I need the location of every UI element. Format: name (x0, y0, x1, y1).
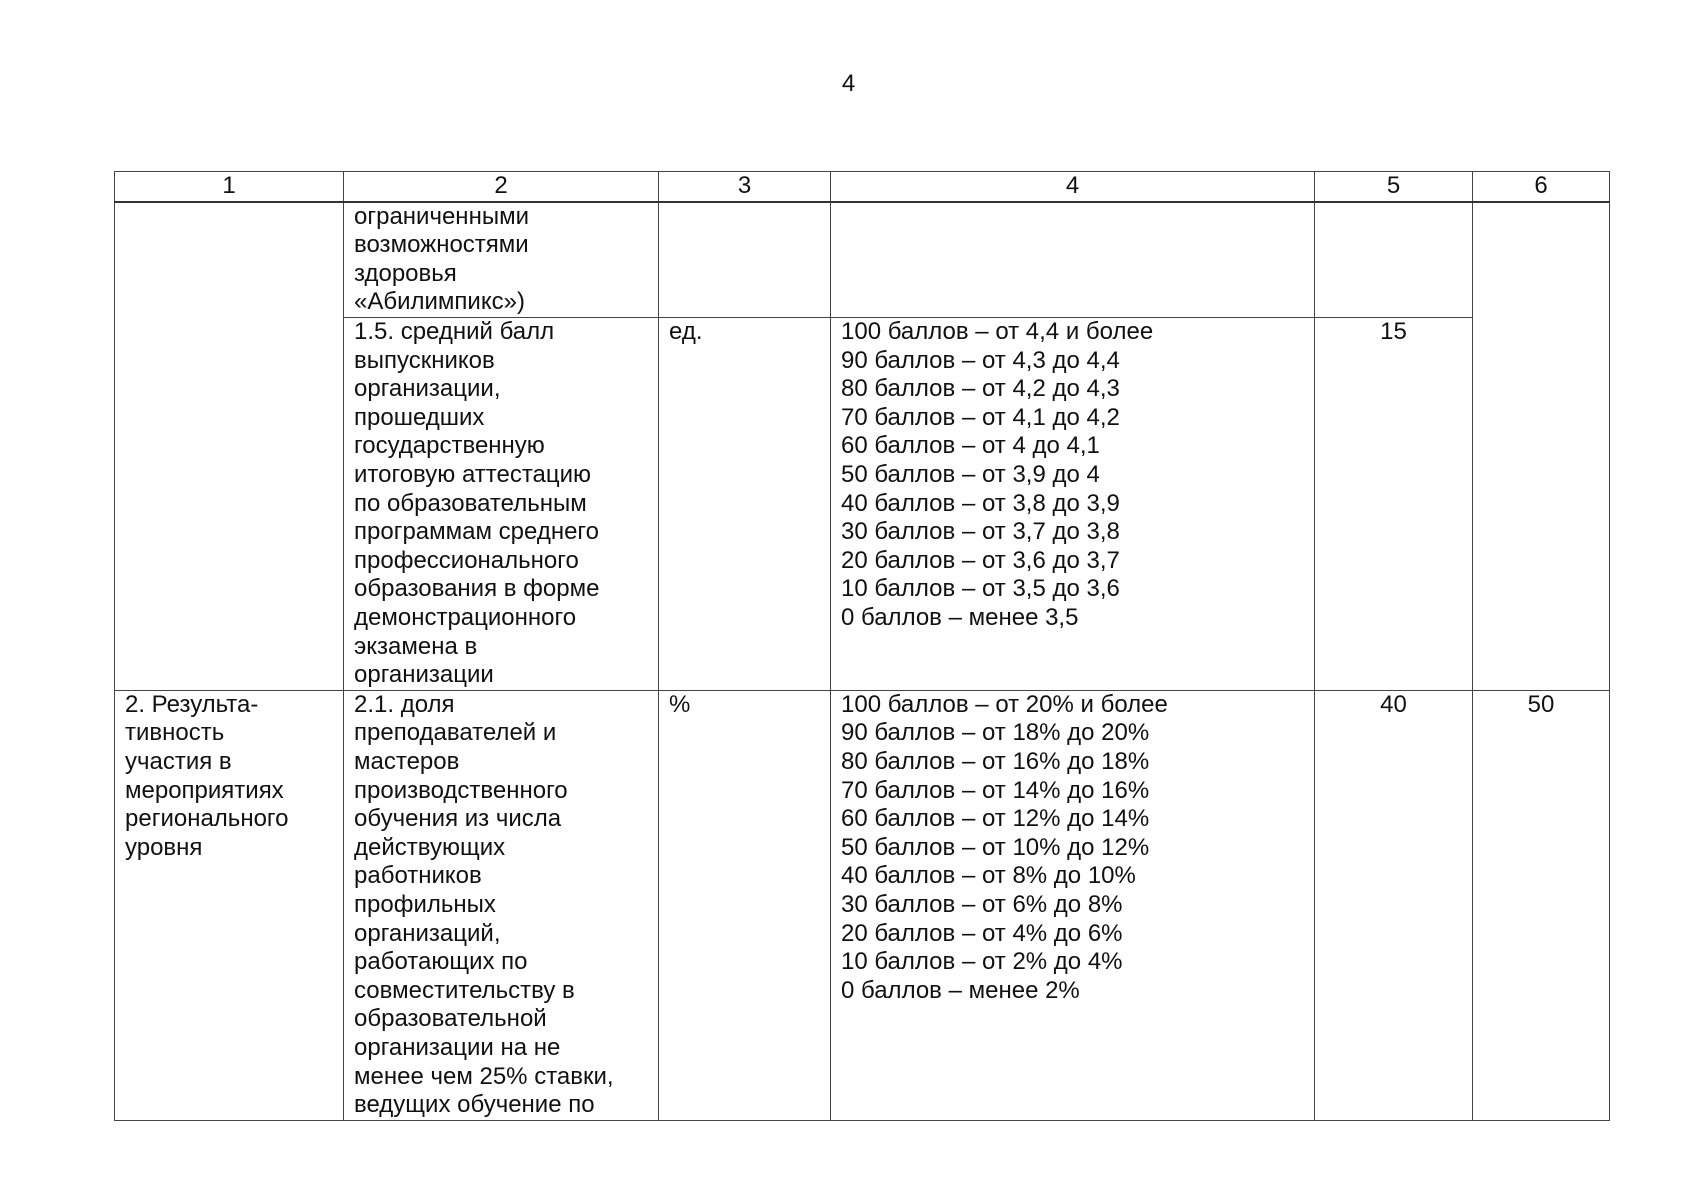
page-number: 4 (841, 70, 856, 97)
table-row (115, 690, 1610, 1120)
row1-col1-cell (115, 202, 344, 691)
row1-scale-cell (831, 202, 1315, 318)
row3-weight-cell: 40 (1315, 690, 1473, 1120)
row3-total-weight-cell: 50 (1473, 690, 1610, 1120)
row3-unit-cell: % (659, 690, 831, 1120)
row1-total-weight-cell (1473, 202, 1610, 691)
row3-indicator-cell: 2.1. доля преподавателей и мастеров производственного обучения из числа действующих работников профильных организаций, работающих по совместительству в образовательной организации на не менее чем 25% ставки, ведущих обучение по (344, 690, 659, 1120)
column-header-5: 5 (1315, 172, 1473, 202)
row1-indicator-cell: ограниченными возможностями здоровья «Абилимпикс») (344, 202, 659, 318)
row2-unit-cell: ед. (659, 318, 831, 691)
row2-indicator-cell: 1.5. средний балл выпускников организации, прошедших государственную итоговую аттестацию по образовательным программам среднего профессионального образования в форме демонстрационного экзамена в организации (344, 318, 659, 691)
column-header-2: 2 (344, 172, 659, 202)
column-header-4: 4 (831, 172, 1315, 202)
row3-criterion-cell: 2. Результа- тивность участия в мероприятиях регионального уровня (115, 690, 344, 1120)
table-header-row (115, 172, 1610, 202)
row2-weight-cell: 15 (1315, 318, 1473, 691)
criteria-table (114, 171, 1610, 1121)
row1-unit-cell (659, 202, 831, 318)
row2-scale-cell: 100 баллов – от 4,4 и более 90 баллов – от 4,3 до 4,4 80 баллов – от 4,2 до 4,3 70 баллов – от 4,1 до 4,2 60 баллов – от 4 до 4,1 50 баллов – от 3,9 до 4 40 баллов – от 3,8 до 3,9 30 баллов – от 3,7 до 3,8 20 баллов – от 3,6 до 3,7 10 баллов – от 3,5 до 3,6 0 баллов – менее 3,5 (831, 318, 1315, 691)
row3-scale-cell: 100 баллов – от 20% и более 90 баллов – от 18% до 20% 80 баллов – от 16% до 18% 70 баллов – от 14% до 16% 60 баллов – от 12% до 14% 50 баллов – от 10% до 12% 40 баллов – от 8% до 10% 30 баллов – от 6% до 8% 20 баллов – от 4% до 6% 10 баллов – от 2% до 4% 0 баллов – менее 2% (831, 690, 1315, 1120)
column-header-1: 1 (115, 172, 344, 202)
row1-weight-cell (1315, 202, 1473, 318)
table-row (115, 202, 1610, 318)
column-header-6: 6 (1473, 172, 1610, 202)
column-header-3: 3 (659, 172, 831, 202)
